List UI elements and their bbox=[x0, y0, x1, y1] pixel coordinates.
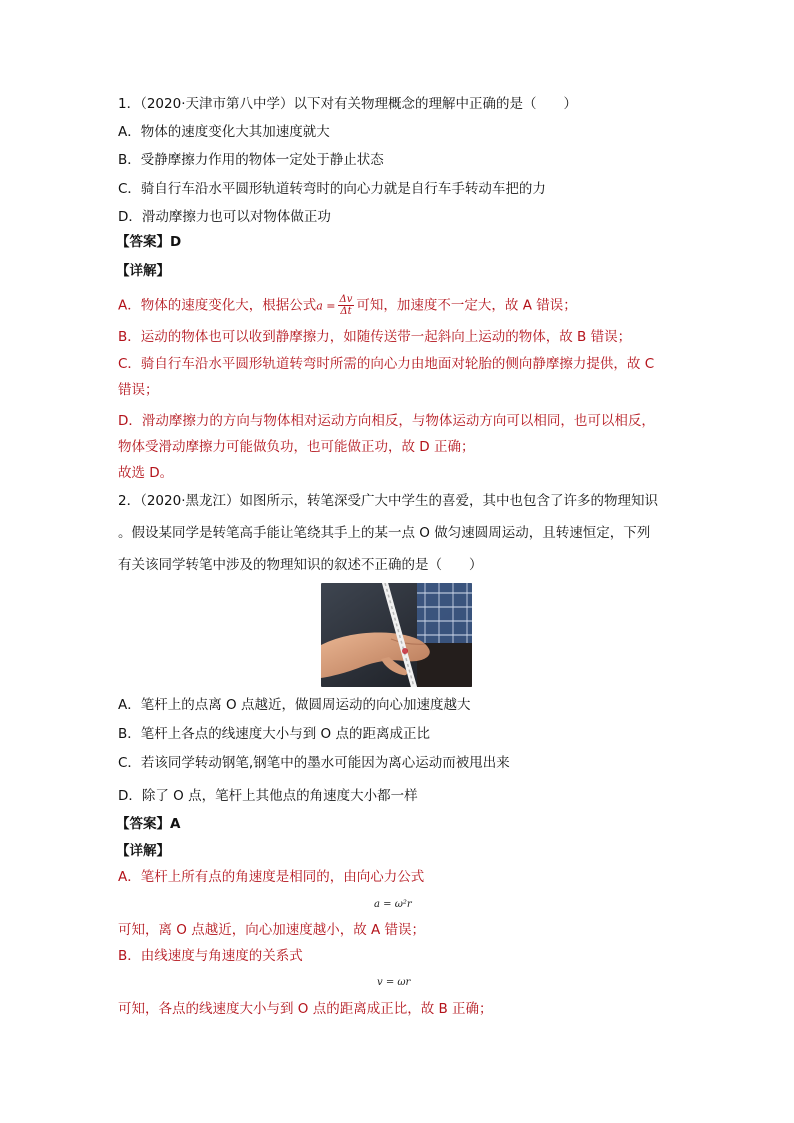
q1-detail-b: B．运动的物体也可以收到静摩擦力，如随传送带一起斜向上运动的物体，故 B 错误； bbox=[118, 329, 632, 345]
q1-detail-c1: C．骑自行车沿水平圆形轨道转弯时所需的向心力由地面对轮胎的侧向静摩擦力提供，故 C bbox=[118, 356, 655, 372]
q2-stem-line1: 2．（2020·黑龙江）如图所示，转笔深受广大中学生的喜爱，其中也包含了许多的物理知识 bbox=[118, 493, 658, 509]
q2-detail-b2: 可知，各点的线速度大小与到 O 点的距离成正比，故 B 正确； bbox=[118, 1001, 493, 1017]
q2-detail-b1: B．由线速度与角速度的关系式 bbox=[118, 948, 303, 964]
q2-answer bbox=[116, 814, 180, 834]
q2-stem-line3: 有关该同学转笔中涉及的物理知识的叙述不正确的是（ ） bbox=[118, 557, 483, 573]
q2-formula-linear-velocity: v = ωr bbox=[377, 977, 411, 988]
q1-conclusion: 故选 D。 bbox=[118, 465, 174, 481]
q1-detail-a-post: 可知，加速度不一定大，故 A 错误； bbox=[356, 297, 577, 314]
q1-option-d: D．滑动摩擦力也可以对物体做正功 bbox=[118, 209, 331, 225]
pen-spinning-photo bbox=[321, 583, 472, 687]
q1-answer-tag: 【答案】 bbox=[116, 234, 170, 250]
q1-detail-d2: 物体受滑动摩擦力可能做负功，也可能做正功，故 D 正确； bbox=[118, 439, 475, 455]
q1-detail-a bbox=[118, 294, 577, 317]
q1-answer bbox=[116, 232, 181, 252]
q1-detail-a-pre: A．物体的速度变化大，根据公式 bbox=[118, 297, 317, 314]
q2-answer-value: A bbox=[170, 816, 181, 832]
q2-option-a: A．笔杆上的点离 O 点越近，做圆周运动的向心加速度越大 bbox=[118, 697, 471, 713]
q1-option-b: B．受静摩擦力作用的物体一定处于静止状态 bbox=[118, 152, 384, 168]
q1-detail-d1: D．滑动摩擦力的方向与物体相对运动方向相反，与物体运动方向可以相同，也可以相反， bbox=[118, 413, 655, 429]
q1-formula-denominator: Δt bbox=[340, 306, 352, 317]
q1-formula-fraction bbox=[338, 294, 355, 317]
q2-detail-a1: A．笔杆上所有点的角速度是相同的，由向心力公式 bbox=[118, 869, 425, 885]
q1-option-a: A．物体的速度变化大其加速度就大 bbox=[118, 124, 330, 140]
q2-option-b: B．笔杆上各点的线速度大小与到 O 点的距离成正比 bbox=[118, 726, 430, 742]
q1-stem: 1．（2020·天津市第八中学）以下对有关物理概念的理解中正确的是（ ） bbox=[118, 96, 577, 112]
q2-option-c: C．若该同学转动钢笔,钢笔中的墨水可能因为离心运动而被甩出来 bbox=[118, 755, 510, 771]
q1-formula-lhs: a = bbox=[316, 299, 336, 313]
q2-answer-tag: 【答案】 bbox=[116, 816, 170, 832]
q2-detail-tag: 【详解】 bbox=[116, 843, 170, 859]
q2-formula-centripetal: a = ω²r bbox=[374, 899, 412, 910]
q2-detail-a2: 可知，离 O 点越近，向心加速度越小，故 A 错误； bbox=[118, 922, 426, 938]
q1-answer-value: D bbox=[170, 234, 182, 250]
q1-option-c: C．骑自行车沿水平圆形轨道转弯时的向心力就是自行车手转动车把的力 bbox=[118, 181, 546, 197]
pen-spinning-illustration bbox=[321, 583, 472, 687]
q1-detail-c2: 错误； bbox=[118, 382, 159, 398]
q2-stem-line2: 。假设某同学是转笔高手能让笔绕其手上的某一点 O 做匀速圆周运动，且转速恒定，下列 bbox=[118, 525, 651, 541]
q1-formula-numerator: Δv bbox=[339, 294, 353, 305]
q2-option-d: D．除了 O 点，笔杆上其他点的角速度大小都一样 bbox=[118, 788, 418, 804]
q1-detail-tag: 【详解】 bbox=[116, 263, 170, 279]
